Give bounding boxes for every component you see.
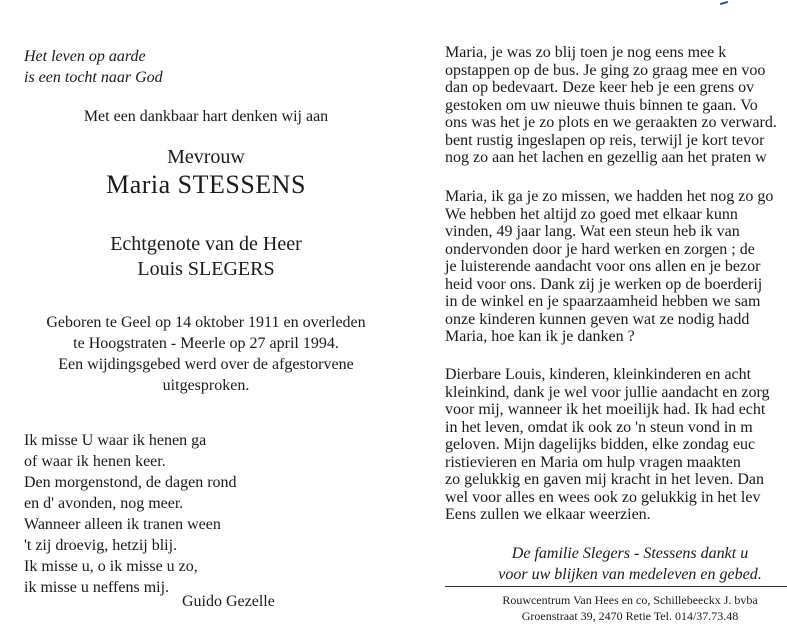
text-line: in het leven, omdat ik ook zo 'n steun vond in m (445, 418, 753, 436)
text-line: We hebben het altijd zo goed met elkaar kunn (445, 205, 738, 223)
text-line: Maria, hoe kan ik je danken ? (445, 328, 635, 345)
text-line: opstappen op de bus. Je ging zo graag mee en voo (445, 61, 766, 79)
birth-death-line: uitgesproken. (162, 377, 250, 394)
text-line: Dierbare Louis, kinderen, kleinkinderen en acht (445, 366, 752, 383)
text-line: in de winkel en je spaarzaamheid hebben we sam (445, 293, 761, 310)
spouse-name: Louis SLEGERS (137, 258, 275, 280)
text-line: wel voor alles en wees ook zo gelukkig in het lev (445, 488, 761, 506)
text-line: Maria, ik ga je zo missen, we hadden het nog zo go (445, 188, 774, 205)
text-line: heid voor ons. Dank zij je werken op de boerderij (445, 275, 763, 293)
text-line: zo gelukkig en gaven mij kracht in het leven. Dan (445, 471, 765, 488)
text-line: voor mij, wanneer ik het moeilijk had. Ik had echt (445, 401, 766, 418)
spouse-line: Echtgenote van de Heer (110, 233, 302, 255)
funeral-home-footer (480, 592, 780, 624)
text-line: kleinkind, dank je wel voor jullie aandacht en zorg (445, 383, 770, 401)
text-line: dan op bedevaart. Deze keer heb je een grens ov (445, 79, 755, 96)
motto-line: Het leven op aarde (24, 48, 146, 65)
birth-death-info (0, 312, 412, 396)
text-line: gestoken om uw nieuwe thuis binnen te gaan. Vo (445, 96, 758, 114)
poem-line: en d' avonden, nog meer. (24, 495, 184, 512)
poem-line: Den morgenstond, de dagen rond (24, 474, 237, 491)
family-thanks (485, 543, 775, 585)
poem-line: of waar ik henen keer. (24, 453, 166, 470)
birth-death-line: Geboren te Geel op 14 oktober 1911 en overleden (46, 314, 366, 331)
poem-line: Wanneer alleen ik tranen ween (24, 516, 221, 533)
birth-death-line: te Hoogstraten - Meerle op 27 april 1994. (73, 335, 339, 352)
divider (445, 586, 787, 587)
paragraph-3 (445, 366, 787, 524)
paragraph-1 (445, 44, 787, 167)
text-line: vinden, 49 jaar lang. Wat een steun heb ik van (445, 223, 740, 240)
text-line: Eens zullen we elkaar weerzien. (445, 506, 651, 523)
title: Mevrouw (167, 146, 245, 168)
poem (24, 430, 237, 598)
motto (24, 46, 163, 88)
right-page (430, 0, 787, 638)
text-line: bent rustig ingeslapen op reis, terwijl je kort tevor (445, 131, 765, 149)
poem-line: Ik misse u, o ik misse u zo, (24, 558, 198, 575)
deceased-name: Maria STESSENS (106, 170, 306, 199)
poem-line: 't zij droevig, hetzij blij. (24, 537, 178, 554)
footer-line: Rouwcentrum Van Hees en co, Schillebeeckx J. bvba (502, 593, 758, 607)
birth-death-line: Een wijdingsgebed werd over de afgestorvene (58, 356, 354, 373)
text-line: ristievieren en Maria om hulp vragen maakten (445, 453, 741, 471)
poem-author: Guido Gezelle (182, 593, 275, 610)
text-line: geloven. Mijn dagelijks bidden, elke zondag euc (445, 436, 756, 453)
text-line: je luisterende aandacht voor ons allen en je bezor (445, 258, 761, 275)
poem-line: Ik misse U waar ik henen ga (24, 432, 207, 449)
text-line: Maria, je was zo blij toen je nog eens mee k (445, 44, 727, 61)
footer-line: Groenstraat 39, 2470 Retie Tel. 014/37.73.48 (521, 609, 739, 623)
poem-line: ik misse u neffens mij. (24, 579, 170, 596)
text-line: ons was het je zo plots en we geraakten zo verward. (445, 114, 777, 131)
thanks-line: voor uw blijken van medeleven en gebed. (498, 566, 762, 583)
thanks-line: De familie Slegers - Stessens dankt u (511, 545, 749, 562)
motto-line: is een tocht naar God (24, 69, 163, 86)
intro-line: Met een dankbaar hart denken wij aan (83, 108, 329, 125)
text-line: onze kinderen kunnen geven wat ze nodig hadd (445, 310, 750, 328)
text-line: nog zo aan het lachen en gezellig aan het praten w (445, 149, 767, 166)
paragraph-2 (445, 188, 787, 346)
text-line: ondervonden door je hard werken en zorgen ; de (445, 240, 755, 258)
